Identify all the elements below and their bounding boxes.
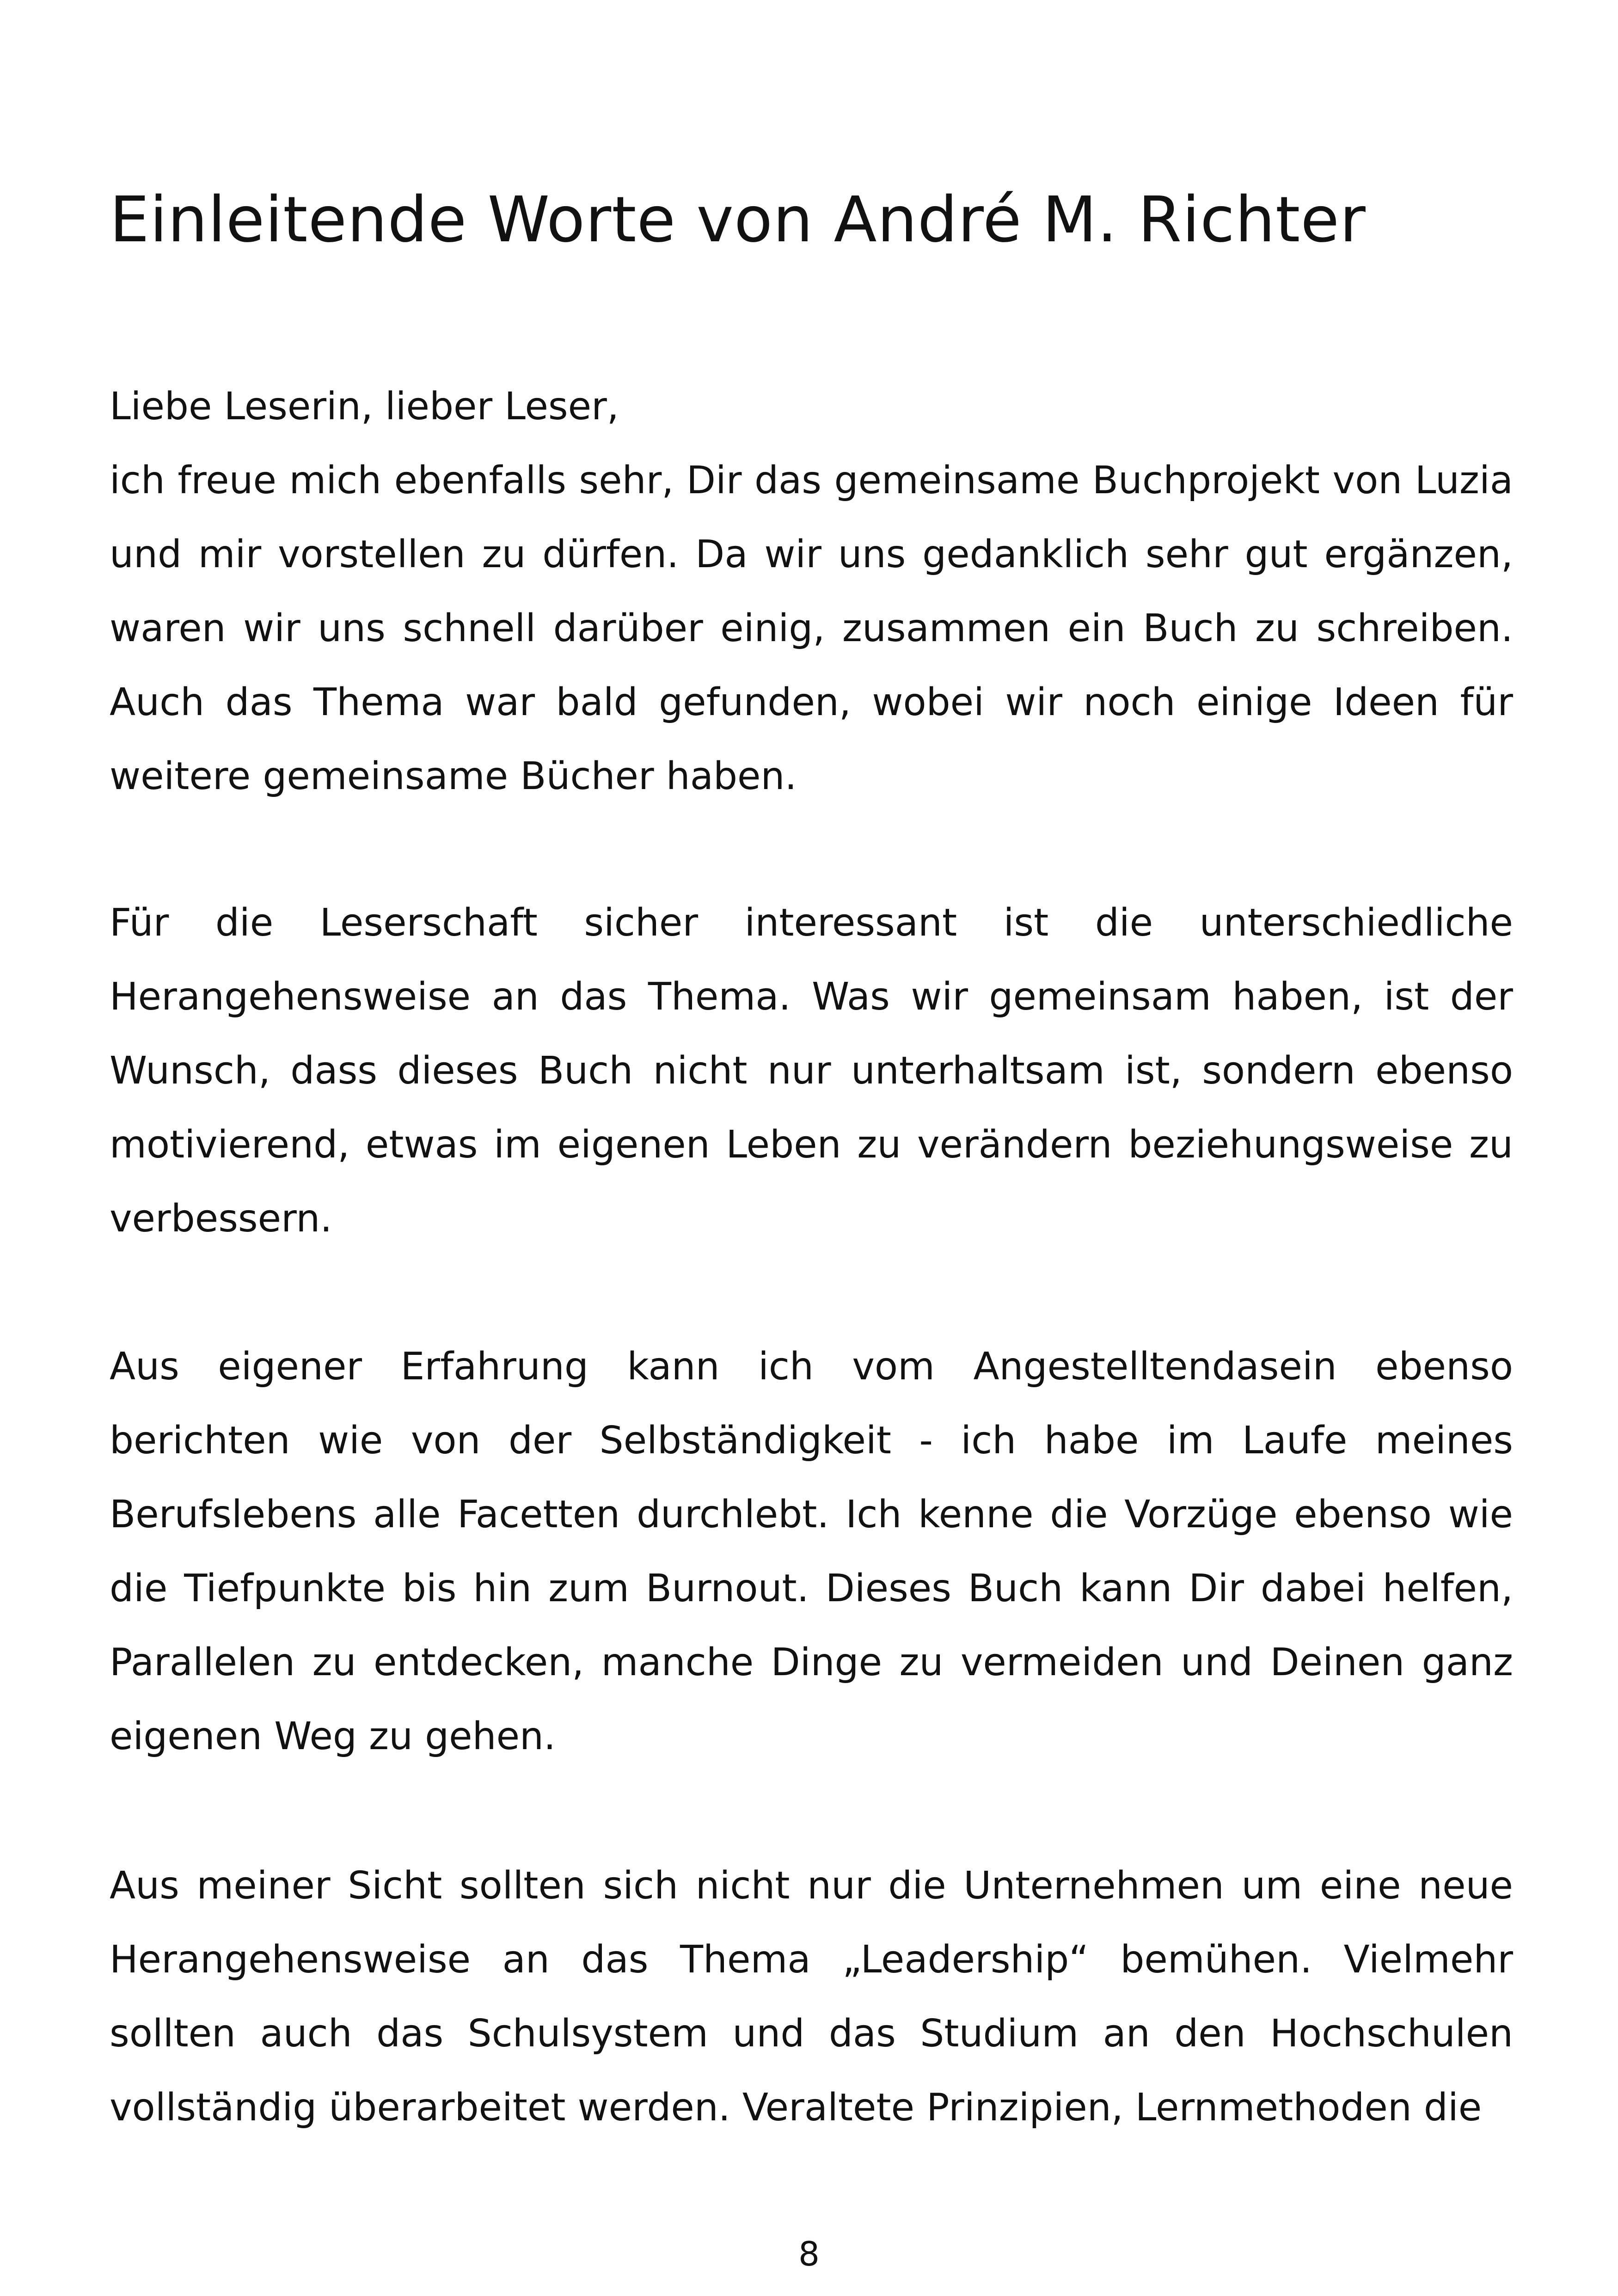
salutation: Liebe Leserin, lieber Leser, [110,385,619,429]
chapter-heading: Einleitende Worte von André M. Richter [110,184,1366,257]
paragraph-1: ich freue mich ebenfalls sehr, Dir das gemeinsame Buchprojekt von Luzia und mir vorstellen zu dürfen. Da wir uns gedanklich sehr gut ergänzen, waren wir uns schnell darüber einig, zusammen ein Buch zu schreiben. Auch das Thema war bald gefunden, wobei wir noch einige Ideen für weitere gemeinsame Bücher haben. [110,459,1513,798]
paragraph-2: Für die Leserschaft sicher interessant ist die unterschiedliche Herangehensweise an das Thema. Was wir gemeinsam haben, ist der Wunsch, dass dieses Buch nicht nur unterhaltsam ist, sondern ebenso motivierend, etwas im eigenen Leben zu verändern beziehungsweise zu verbessern. [110,901,1513,1241]
page-number: 8 [798,2235,820,2273]
paragraph-3: Aus eigener Erfahrung kann ich vom Angestelltendasein ebenso berichten wie von der Selbständigkeit - ich habe im Laufe meines Berufslebens alle Facetten durchlebt. Ich kenne die Vorzüge ebenso wie die Tiefpunkte bis hin zum Burnout. Dieses Buch kann Dir dabei helfen, Parallelen zu entdecken, manche Dinge zu vermeiden und Deinen ganz eigenen Weg zu gehen. [110,1345,1513,1758]
paragraph-4: Aus meiner Sicht sollten sich nicht nur die Unternehmen um eine neue Herangehensweise an das Thema „Leadership“ bemühen. Vielmehr sollten auch das Schulsystem und das Studium an den Hochschulen vollständig überarbeitet werden. Veraltete Prinzipien, Lernmethoden die [110,1864,1513,2130]
